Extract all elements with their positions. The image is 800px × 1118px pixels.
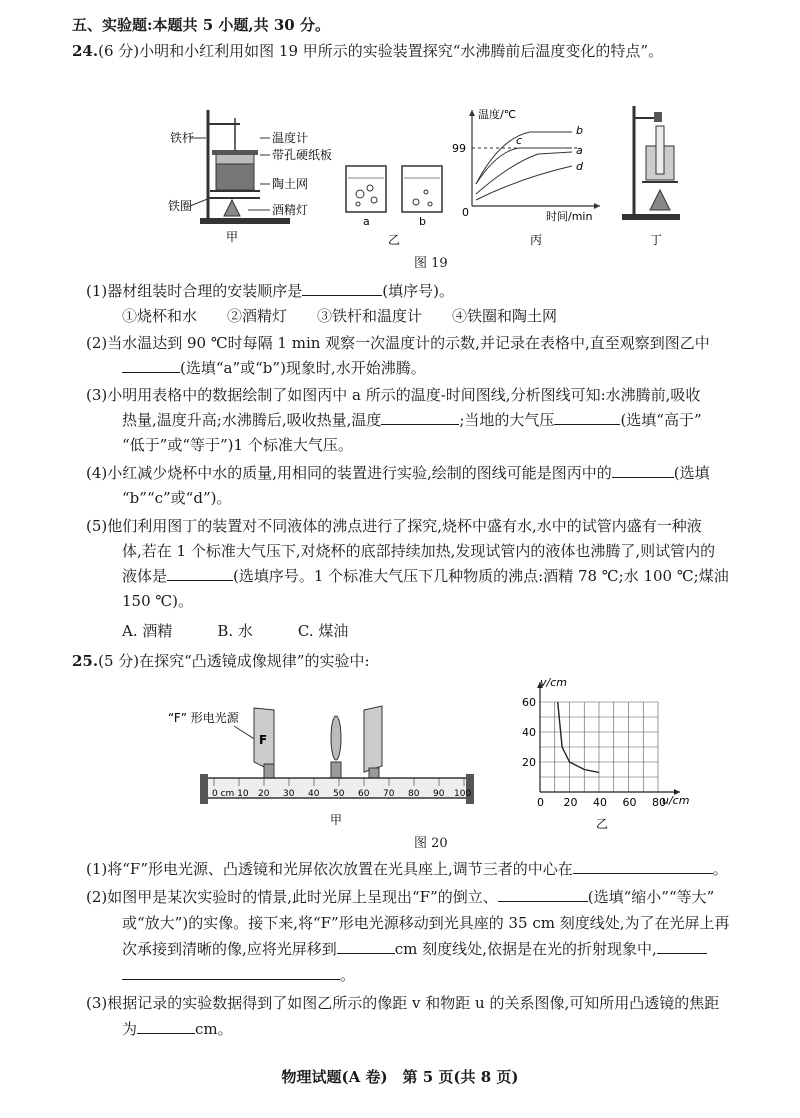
q24-sub5-blank[interactable] [167, 565, 233, 581]
bench-tick-100: 100 [454, 789, 472, 799]
q24-sub5-b: (选填序号。1 个标准大气压下几种物质的沸点:酒精 78 ℃;水 100 ℃;煤油 [233, 567, 729, 585]
q24-sub2-blank[interactable] [122, 357, 180, 373]
q25-sub2-line2: 或“放大”)的实像。接下来,将“F”形电光源移动到光具座的 35 cm 刻度线处,为了在光屏上再 [122, 914, 730, 932]
bench-tick-30: 30 [283, 789, 295, 799]
q24-sub4-b: (选填 [673, 464, 710, 482]
figure-20-yi-chart [512, 674, 712, 834]
label-lamp: 酒精灯 [272, 203, 309, 217]
q24-stem-text: (6 分)小明和小红利用如图 19 甲所示的实验装置探究“水沸腾前后温度变化的特点”。 [98, 42, 664, 60]
fig19-yi-beakers [346, 166, 442, 247]
fig20-yi-caption: 乙 [596, 817, 609, 831]
curve-d [476, 166, 572, 200]
x-tick-label: 40 [593, 796, 607, 809]
fig19-yi-caption: 乙 [388, 233, 401, 247]
beaker-a-label: a [363, 215, 370, 228]
q25-sub1-a: (1)将“F”形电光源、凸透镜和光屏依次放置在光具座上,调节三者的中心在 [86, 860, 573, 878]
bench-tick-20: 20 [258, 789, 270, 799]
q25-sub2-line1 [86, 886, 714, 908]
q25-sub1-b: 。 [712, 860, 728, 878]
q25-sub3-line1: (3)根据记录的实验数据得到了如图乙所示的像距 v 和物距 u 的关系图像,可知所用凸透镜的焦距 [86, 994, 720, 1012]
q24-sub3-b: ;当地的大气压 [459, 411, 555, 429]
q25-sub2-blank2[interactable] [337, 938, 395, 954]
q24-sub3-line3: “低于”或“等于”)1 个标准大气压。 [122, 436, 353, 454]
q25-sub1-blank[interactable] [573, 858, 713, 874]
label-cardboard: 带孔硬纸板 [272, 148, 333, 162]
chart-axes [537, 682, 680, 795]
curve-b [476, 132, 572, 184]
y-tick-label: 20 [522, 756, 536, 769]
light-source-label: “F” 形电光源 [168, 711, 239, 725]
bench-tick-50: 50 [333, 789, 345, 799]
q24-sub5-line4: 150 ℃)。 [122, 592, 194, 610]
light-source-F: F [259, 733, 268, 747]
q24-sub5-line1: (5)他们利用图丁的装置对不同液体的沸点进行了探究,烧杯中盛有水,水中的试管内盛有一种液 [86, 517, 702, 535]
bench-tick-40: 40 [308, 789, 320, 799]
q24-sub3-line2 [122, 409, 702, 431]
x-tick-label: 60 [622, 796, 637, 809]
q24-sub3-c: (选填“高于” [620, 411, 702, 429]
graph-origin: 0 [462, 206, 469, 219]
figure-19 [160, 98, 680, 248]
q24-sub5-options: A. 酒精 B. 水 C. 煤油 [122, 622, 349, 640]
q25-sub2-blank3[interactable] [657, 938, 707, 954]
fig19-bing-graph [452, 107, 600, 247]
beaker-b-label: b [419, 215, 426, 228]
q24-sub2-tail: (选填“a”或“b”)现象时,水开始沸腾。 [180, 359, 426, 377]
label-asbestos: 陶土网 [272, 177, 309, 191]
q25-sub2-b: (选填“缩小”“等大” [587, 888, 715, 906]
y-tick-label: 40 [522, 726, 536, 739]
x-tick-label: 80 [652, 796, 666, 809]
chart-xlabel: u/cm [662, 794, 690, 807]
q24-sub5-a: 液体是 [122, 567, 168, 585]
q24-sub4-blank[interactable] [612, 462, 674, 478]
q25-sub2-blank1[interactable] [498, 886, 588, 902]
fig19-bing-caption: 丙 [530, 233, 543, 247]
q24-sub4-a: (4)小红减少烧杯中水的质量,用相同的装置进行实验,绘制的图线可能是图丙中的 [86, 464, 612, 482]
q25-sub2-d: cm 刻度线处,依据是在光的折射现象中, [394, 940, 657, 958]
convex-lens [331, 716, 341, 760]
q25-sub3-line2 [122, 1018, 233, 1040]
q24-sub5-line3 [122, 565, 729, 587]
curve-c [476, 148, 572, 184]
bench-tick-70: 70 [383, 789, 395, 799]
x-tick-label: 0 [537, 796, 544, 809]
q24-sub2-line1: (2)当水温达到 90 ℃时每隔 1 min 观察一次温度计的示数,并记录在表格中,直至观察到图乙中 [86, 334, 710, 352]
q25-sub2-line4 [122, 964, 355, 986]
graph-xlabel: 时间/min [546, 210, 593, 223]
q24-sub1-tail: (填序号)。 [382, 282, 454, 300]
x-tick-label: 20 [563, 796, 578, 809]
q24-sub4-line2: “b”“c”或“d”)。 [122, 489, 232, 507]
fig19-jia-caption: 甲 [226, 230, 239, 244]
q25-sub3-blank[interactable] [137, 1018, 195, 1034]
curve-a [476, 152, 572, 194]
q25-sub2-e: 。 [340, 966, 356, 984]
chart-grid [540, 702, 658, 792]
bench-tick-90: 90 [433, 789, 445, 799]
q24-stem [72, 40, 663, 62]
graph-ylabel: 温度/℃ [478, 108, 517, 121]
label-iron-rod: 铁杆 [170, 131, 195, 145]
q24-sub4-line1 [86, 462, 710, 484]
label-iron-ring: 铁圈 [168, 199, 193, 213]
q24-sub1-options: ①烧杯和水 ②酒精灯 ③铁杆和温度计 ④铁圈和陶土网 [122, 307, 558, 325]
figure-20-jia [150, 680, 480, 830]
graph-99: 99 [452, 142, 466, 155]
q24-sub5-line2: 体,若在 1 个标准大气压下,对烧杯的底部持续加热,发现试管内的液体也沸腾了,则试管内的 [122, 542, 716, 560]
bench-tick-0: 0 cm 10 [212, 789, 249, 799]
y-tick-label: 60 [522, 696, 536, 709]
fig19-jia-apparatus [168, 110, 332, 244]
light-screen [364, 706, 382, 772]
curve-label-c: c [516, 134, 523, 147]
curve-label-a: a [576, 144, 583, 157]
curve-label-d: d [576, 160, 583, 173]
q25-number: 25. [72, 652, 99, 670]
q25-sub2-c: 次承接到清晰的像,应将光屏移到 [122, 940, 337, 958]
fig20-title: 图 20 [414, 836, 448, 851]
q25-sub2-blank4[interactable] [122, 964, 340, 980]
page-footer: 物理试题(A 卷) 第 5 页(共 8 页) [281, 1068, 519, 1086]
q24-sub1 [86, 280, 454, 302]
q25-sub2-a: (2)如图甲是某次实验时的情景,此时光屏上呈现出“F”的倒立、 [86, 888, 498, 906]
q24-sub1-blank[interactable] [302, 280, 382, 296]
label-thermometer: 温度计 [272, 131, 309, 145]
q24-sub3-a: 热量,温度升高;水沸腾后,吸收热量,温度 [122, 411, 382, 429]
section-title: 五、实验题:本题共 5 小题,共 30 分。 [72, 16, 330, 34]
q25-stem-text: (5 分)在探究“凸透镜成像规律”的实验中: [98, 652, 370, 670]
q25-sub3-b: cm。 [195, 1020, 233, 1038]
q25-stem [72, 650, 370, 672]
chart-ylabel: v/cm [540, 676, 567, 689]
q25-sub3-a: 为 [122, 1020, 138, 1038]
q25-sub1 [86, 858, 728, 880]
q24-sub1-text: (1)器材组装时合理的安装顺序是 [86, 282, 303, 300]
fig19-title: 图 19 [414, 256, 448, 271]
curve-label-b: b [576, 124, 583, 137]
q24-number: 24. [72, 42, 99, 60]
fig20-jia-caption: 甲 [330, 813, 343, 827]
q25-sub2-line3 [122, 938, 707, 960]
q24-sub3-blank2[interactable] [554, 409, 620, 425]
q24-sub3-blank1[interactable] [381, 409, 459, 425]
bench-tick-60: 60 [358, 789, 370, 799]
q24-sub3-line1: (3)小明用表格中的数据绘制了如图丙中 a 所示的温度-时间图线,分析图线可知:水沸腾前,吸收 [86, 386, 701, 404]
fig19-ding-caption: 丁 [650, 233, 663, 247]
bench-tick-80: 80 [408, 789, 420, 799]
fig19-ding-apparatus [622, 106, 680, 247]
q24-sub2-line2 [122, 357, 426, 379]
